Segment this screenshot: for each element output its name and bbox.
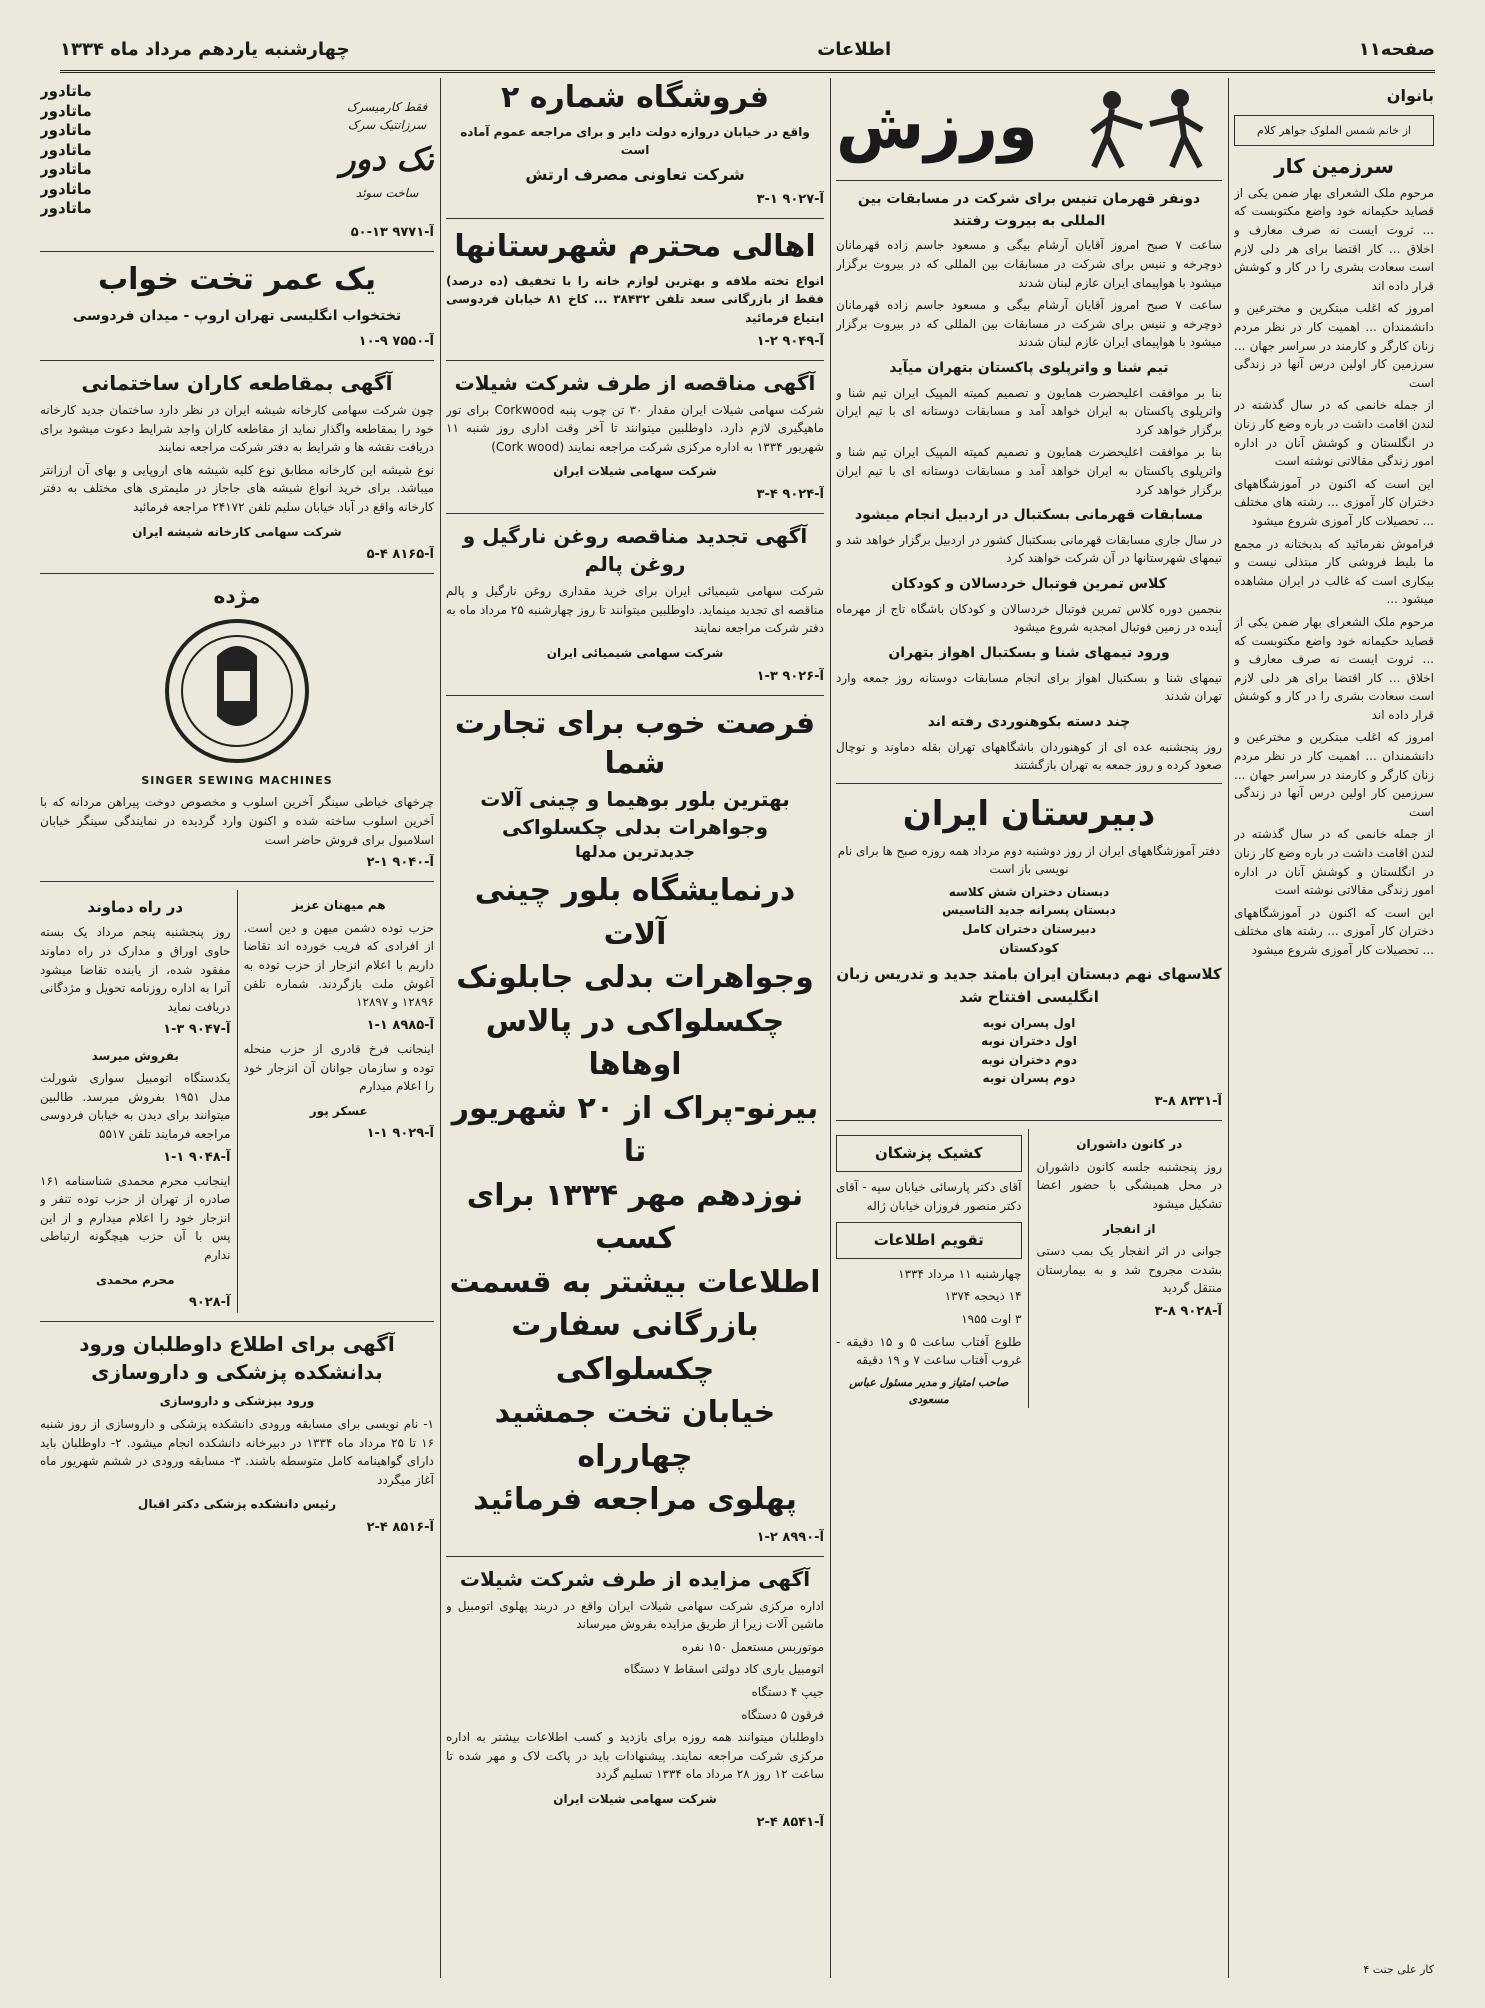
calendar-title: تقویم اطلاعات <box>836 1222 1022 1259</box>
school-list-item: دبستان پسرانه جدید التاسیس <box>942 903 1116 918</box>
auction-item: موتوربس مستعمل ۱۵۰ نفره <box>681 1639 824 1654</box>
divider <box>446 218 824 219</box>
ad-title: آگهی تجدید مناقصه روغن نارگیل و روغن پالم <box>462 524 808 577</box>
matador-line: ماتادور <box>40 101 92 120</box>
article-paragraph: مرحوم ملک الشعرای بهار ضمن یکی از قصاید حکیمانه خود واضع مکتوبست که ... ثروت ایست نه صرف معارف و اخلاق ... کار اقتضا برای هر دلی لازم است سعادت بشری را در کار و کوشش قرار داده اند <box>1234 185 1434 293</box>
divider <box>446 695 824 696</box>
divider <box>446 513 824 514</box>
matador-line: ماتادور <box>40 179 92 198</box>
ad-body: اینجانب فرخ قادری از حزب منحله توده و سازمان جوانان آن انزجار خود را اعلام میدارم <box>243 1041 434 1094</box>
ad-body: انواع تخته ملافه و بهترین لوازم خانه را با تخفیف (ده درصد) فقط از بازرگانی سعد تلفن ۳۸۴۳۲ ... کاخ ۸۱ خیابان فردوسی ابتیاع فرمائید <box>446 273 824 325</box>
ad-title: فروشگاه شماره ۲ <box>501 80 769 115</box>
doctors-duty-title: کشیک پزشکان <box>836 1135 1022 1172</box>
column-sports <box>836 78 1222 1978</box>
ad-reference: آ-۹۰۲۹ ۱-۱ <box>366 1126 434 1142</box>
divider <box>836 180 1222 181</box>
divider <box>446 360 824 361</box>
exhibition-line: بیرنو-پراک از ۲۰ شهریور تا <box>451 1090 819 1170</box>
ad-signature: شرکت سهامی کارخانه شیشه ایران <box>132 524 342 539</box>
article-paragraph: بنا بر موافقت اعلیحضرت همایون و تصمیم کمیته المپیک ایران تیم شنا و واترپلوی پاکستان به ایران خواهد آمد و مسابقات دوستانه ای با تیم ایران برگزار خواهد کرد <box>836 385 1222 437</box>
class-list-item: دوم دختران نوبه <box>980 1052 1078 1067</box>
class-list <box>836 1014 1222 1088</box>
article-paragraph: فراموش نفرمائید که بدبختانه در مجمع ما بلیط فروشی کار مبتذلی نیست و بیکاری است که غالب در ایران مشاهده میشود ... <box>1234 536 1434 607</box>
article-paragraph: روز پنجشنبه عده ای از کوهنوردان باشگاههای تهران بقله دماوند و توچال صعود کرده و روز جمعه به تهران بازگشتند <box>836 739 1222 773</box>
matador-sub: سرزانتیک سرک <box>347 118 427 133</box>
ad-reference: آ-۸۹۸۵ ۱-۱ <box>366 1017 434 1033</box>
matador-ad <box>40 82 434 219</box>
article-paragraph: این است که اکنون در آموزشگاههای دختران کار آموزی ... رشته های مختلف ... تحصیلات کار آموزی شروع میشود <box>1234 476 1434 528</box>
ad-reference: آ-۹۰۲۸ ۸-۳ <box>1154 1303 1222 1319</box>
headline: از انفجار <box>1102 1221 1156 1236</box>
small-ads-split <box>40 890 434 1313</box>
article-paragraph: امروز که اغلب مبتکرین و مخترعین و دانشمندان ... اهمیت کار در نظر مردم زنان کارگر و کارمند در سراسر جهان ... سرزمین کار اولین درس آنها در زندگی است <box>1234 301 1434 390</box>
article-paragraph: بنجمین دوره کلاس تمرین فوتبال خردسالان و کودکان باشگاه تاج از مهرماه آینده در زمین فوتبال امجدیه شروع میشود <box>836 601 1222 635</box>
byline: از خانم شمس الملوک جواهر کلام <box>1234 115 1434 146</box>
matador-brand-block <box>340 98 434 203</box>
article-paragraph: مرحوم ملک الشعرای بهار ضمن یکی از قصاید حکیمانه خود واضع مکتوبست که ... ثروت ایست نه صرف معارف و اخلاق ... کار اقتضا برای هر دلی لازم است سعادت بشری را در کار و کوشش قرار داده اند <box>1234 614 1434 722</box>
headline: ورود تیمهای شنا و بسکتبال اهواز بتهران <box>888 644 1170 661</box>
small-ads-left <box>40 890 238 1313</box>
ad-reference: آ-۸۵۱۶ ۴-۲ <box>366 1519 434 1535</box>
ad-body: اداره مرکزی شرکت سهامی شیلات ایران واقع در دربند پهلوی اتومبیل و ماشین آلات زیرا از طریق مزایده بفروش میرساند <box>446 1598 824 1632</box>
matador-sub: فقط کارمیسرک <box>346 99 428 114</box>
ad-reference: آ-۸۱۶۵ ۴-۵ <box>366 547 434 563</box>
small-ads-right <box>244 890 435 1313</box>
exhibition-line: چکسلواکی در پالاس اوهاها <box>485 1003 785 1083</box>
exhibition-line: وجواهرات بدلی جابلونک <box>456 960 814 996</box>
doctors-duty-text: آقای دکتر پارسائی خیابان سپه - آقای دکتر منصور فروزان خیابان ژاله <box>836 1180 1022 1213</box>
school-ad-subtitle: کلاسهای نهم دبستان ایران بامتد جدید و تدریس زبان انگلیسی افتتاح شد <box>836 965 1222 1007</box>
matador-sub: ساخت سوئد <box>355 186 419 201</box>
ad-reference: آ-۹۰۲۷ ۱-۳ <box>756 192 824 208</box>
auction-item: جیپ ۴ دستگاه <box>751 1685 824 1700</box>
ad-reference: آ-۹۰۲۴ ۴-۳ <box>756 487 824 503</box>
ad-reference: آ-۹۰۲۸ <box>188 1295 231 1311</box>
ad-subtitle: ورود بپزشکی و داروسازی <box>159 1394 315 1409</box>
divider <box>836 1120 1222 1121</box>
school-list-item: دبستان دختران شش کلاسه <box>948 884 1110 899</box>
divider <box>40 881 434 882</box>
exhibition-line: نوزدهم مهر ۱۳۳۴ برای کسب <box>466 1177 804 1257</box>
ad-reference: آ-۹۰۴۰ ۱-۲ <box>366 855 434 871</box>
ad-reference: آ-۸۵۴۱ ۴-۲ <box>756 1814 824 1830</box>
ad-title: یک عمر تخت خواب <box>97 261 377 297</box>
calendar-line: چهارشنبه ۱۱ مرداد ۱۳۳۴ <box>898 1266 1022 1281</box>
divider <box>40 573 434 574</box>
ad-body: حزب توده دشمن میهن و دین است. از افرادی که فریب خورده اند تقاضا داریم با اعلام انزجار از حزب توده به آغوش ملت بازگردند. شماره تلفن ۱۲۸۹۶ و ۱۲۸۹۷ <box>243 920 434 1010</box>
column-rule <box>1228 78 1229 1978</box>
bottom-left-block <box>836 1129 1029 1408</box>
ad-signature: شرکت سهامی شیلات ایران <box>553 1792 717 1807</box>
matador-list <box>40 82 92 219</box>
article-paragraph: ساعت ۷ صبح امروز آقایان آرشام بیگی و مسعود جاسم زاده قهرمانان دوچرخه و تنیس برای شرکت در مسابقات بین المللی که در بیروت برگزار میشود با هواپیمای ایران عازم لبنان شدند <box>836 298 1222 350</box>
article-paragraph: از جمله خانمی که در سال گذشته در لندن اقامت داشت در باره وضع کار زنان در انگلستان و کوشش آنان در اداره امور زندگی مقالاتی نوشته است <box>1234 827 1434 898</box>
paper-name: اطلاعات <box>817 38 892 60</box>
school-list <box>836 883 1222 957</box>
page-number: صفحه۱۱ <box>1358 38 1435 60</box>
divider <box>40 251 434 252</box>
ad-body: شرکت سهامی شیلات ایران مقدار ۳۰ تن چوب پنبه Corkwood برای تور ماهیگیری لازم دارد. داوطلبین میتوانند تا آخر وقت اداری روز شنبه ۱۱ شهریور ۱۳۳۴ به اداره مرکزی شرکت مراجعه نمایند (Cork wood) <box>446 402 824 454</box>
ad-line: تختخواب انگلیسی تهران اروپ - میدان فردوسی <box>72 308 402 325</box>
class-list-item: دوم پسران نوبه <box>982 1071 1076 1086</box>
section-label: بانوان <box>1386 86 1434 105</box>
headline: تیم شنا و واترپلوی پاکستان بتهران میآید <box>889 359 1169 376</box>
article-paragraph: جوانی در اثر انفجار یک بمب دستی بشدت مجروح شد و به بیمارستان منتقل گردید <box>1036 1244 1222 1296</box>
ad-body: چرخهای خیاطی سینگر آخرین اسلوب و مخصوص دوخت پیراهن مردانه که با آخرین اسلوب ساخته شده و اکنون وارد گردیده در نمایندگی سینگر خیابان اسلامبول برای فروش حاضر است <box>40 795 434 847</box>
ad-title: آگهی مناقصه از طرف شرکت شیلات <box>454 370 816 395</box>
article-paragraph: روز پنجشنبه جلسه کانون داشوران در محل همیشگی با حضور اعضا تشکیل میشود <box>1036 1159 1222 1211</box>
headline: دونفر قهرمان تنیس برای شرکت در مسابقات بین المللی به بیروت رفتند <box>857 191 1201 229</box>
exhibition-line: پهلوی مراجعه فرمائید <box>473 1482 797 1518</box>
exhibition-line: اطلاعات بیشتر به قسمت <box>449 1264 821 1300</box>
article-paragraph: در سال جاری مسابقات قهرمانی بسکتبال کشور در اردبیل برگزار خواهد شد و تیمهای شهرستانها در آن شرکت خواهند کرد <box>836 532 1222 566</box>
article-paragraph: تیمهای شنا و بسکتبال اهواز برای انجام مسابقات دوستانه روز جمعه وارد تهران شدند <box>836 670 1222 704</box>
ad-line: بهترین بلور بوهیما و چینی آلات <box>480 786 790 811</box>
ad-reference: آ-۷۵۵۰ ۹-۱۰ <box>358 333 434 349</box>
sports-masthead <box>836 82 1222 172</box>
divider <box>40 360 434 361</box>
exhibition-ad <box>446 869 824 1522</box>
matador-line: ماتادور <box>40 140 92 159</box>
divider <box>836 783 1222 784</box>
ad-signature: رئیس دانشکده پزشکی دکتر اقبال <box>137 1497 337 1512</box>
calendar-line: طلوع آفتاب ساعت ۵ و ۱۵ دقیقه - غروب آفتاب ساعت ۷ و ۱۹ دقیقه <box>836 1334 1022 1368</box>
matador-line: ماتادور <box>40 82 92 100</box>
article-title: سرزمین کار <box>1274 153 1394 178</box>
matador-line: ماتادور <box>40 199 92 217</box>
column-ads-left <box>40 78 434 1978</box>
sports-title: ورزش <box>836 90 1038 164</box>
column-rule <box>440 78 441 1978</box>
ad-reference: آ-۹۰۴۸ ۱-۱ <box>163 1149 231 1165</box>
school-list-item: دبیرستان دختران کامل <box>962 921 1096 936</box>
ad-title: آگهی مزایده از طرف شرکت شیلات <box>459 1566 811 1591</box>
calendar-line: ۱۴ ذیحجه ۱۳۷۴ <box>944 1289 1022 1304</box>
article-paragraph: ساعت ۷ صبح امروز آقایان آرشام بیگی و مسعود جاسم زاده قهرمانان دوچرخه و تنیس برای شرکت در مسابقات بین المللی که در بیروت برگزار میشود با هواپیمای ایران عازم لبنان شدند <box>836 238 1222 290</box>
matador-line: ماتادور <box>40 121 92 139</box>
matador-brand: تک دور <box>340 139 434 178</box>
school-ad-title: دبیرستان ایران <box>902 793 1156 834</box>
ad-body: ۱- نام نویسی برای مسابقه ورودی دانشکده پزشکی و داروسازی از روز شنبه ۱۶ تا ۲۵ مرداد ماه ۱۳۳۴ در دبیرخانه دانشکده انجام میشود. ۲- داوطلبان باید دارای گواهینامه کامل متوسطه باشند. ۳- مسابقه ورودی در ششم شهریور ماه آغاز میگردد <box>40 1417 434 1487</box>
auction-item: اتومبیل باری کاد دولتی اسقاط ۷ دستگاه <box>623 1662 824 1677</box>
article-paragraph: از جمله خانمی که در سال گذشته در لندن اقامت داشت در باره وضع کار زنان در انگلستان و کوشش آنان در اداره امور زندگی مقالاتی نوشته است <box>1234 398 1434 469</box>
auction-items <box>446 1638 824 1724</box>
publisher-footer: صاحب امتیاز و مدیر مسئول عباس مسعودی <box>849 1375 1009 1406</box>
column-footer: کار علی جنت ۴ <box>1363 1962 1434 1976</box>
article-paragraph: این است که اکنون در آموزشگاههای دختران کار آموزی ... رشته های مختلف ... تحصیلات کار آموزی شروع میشود <box>1234 905 1434 957</box>
ad-signature: شرکت تعاونی مصرف ارتش <box>525 164 745 184</box>
headline: کلاس تمرین فوتبال خردسالان و کودکان <box>891 576 1167 593</box>
ad-line: واقع در خیابان دروازه دولت دایر و برای مراجعه عموم آماده است <box>460 124 810 158</box>
singer-logo-text: SINGER SEWING MACHINES <box>141 774 333 788</box>
article-paragraph: بنا بر موافقت اعلیحضرت همایون و تصمیم کمیته المپیک ایران تیم شنا و واترپلوی پاکستان به ایران خواهد آمد و مسابقات دوستانه ای با تیم ایران برگزار خواهد کرد <box>836 445 1222 497</box>
exhibition-line: درنمایشگاه بلور چینی آلات <box>474 873 796 952</box>
ad-reference: آ-۹۰۲۶ ۳-۱ <box>756 668 824 684</box>
ad-line: جدیدترین مدلها <box>575 841 695 861</box>
ad-title: مژده <box>213 584 261 609</box>
class-list-item: اول پسران نوبه <box>982 1015 1076 1030</box>
divider <box>446 1556 824 1557</box>
ad-reference: آ-۸۹۹۰ ۲-۱ <box>756 1529 824 1545</box>
auction-item: فرقون ۵ دستگاه <box>741 1707 824 1722</box>
ad-reference: آ-۹۰۴۹ ۲-۱ <box>756 333 824 349</box>
ad-title: اهالی محترم شهرستانها <box>454 229 816 265</box>
singer-logo-icon <box>162 616 312 766</box>
ad-signature: عسکر پور <box>309 1103 368 1118</box>
bottom-split <box>836 1129 1222 1408</box>
column-women <box>1234 78 1434 1978</box>
ad-title: بفروش میرسد <box>91 1048 179 1063</box>
wrestlers-icon <box>1072 82 1222 172</box>
ad-reference: آ-۹۷۷۱ ۱۳-۵۰ <box>350 224 434 240</box>
headline: مسابقات قهرمانی بسکتبال در اردبیل انجام میشود <box>854 507 1204 524</box>
ad-title: در راه دماوند <box>87 898 184 917</box>
ad-reference: آ-۹۰۴۷ ۳-۱ <box>163 1022 231 1038</box>
ad-body: چون شرکت سهامی کارخانه شیشه ایران در نظر دارد ساختمان جدید کارخانه خود را بمقاطعه واگذار نماید از مقاطعه کاران واجد شرایط دعوت میشود برای دریافت نقشه ها و شرایط به دفتر شرکت مراجعه نمایند <box>40 402 434 455</box>
ad-title: هم میهنان عزیز <box>291 898 386 913</box>
matador-line: ماتادور <box>40 160 92 178</box>
school-ad-line: دفتر آموزشگاههای ایران از روز دوشنبه دوم مرداد همه روزه صبح ها برای نام نویسی باز است <box>837 843 1221 877</box>
ad-signature: محرم محمدی <box>95 1272 175 1287</box>
school-list-item: کودکستان <box>999 940 1059 955</box>
ad-body: داوطلبان میتوانند همه روزه برای بازدید و کسب اطلاعات بیشتر به اداره مرکزی شرکت مراجعه نمایند. پیشنهادات باید در پاکت لاک و مهر شده تا ساعت ۱۲ روز ۲۸ مرداد ماه ۱۳۳۴ تسلیم گردد <box>446 1730 824 1782</box>
ad-signature: شرکت سهامی شیمیائی ایران <box>546 645 724 660</box>
ad-title: آگهی برای اطلاع داوطلبان ورود بدانشکده پزشکی و داروسازی <box>79 1332 395 1385</box>
article-paragraph: امروز که اغلب مبتکرین و مخترعین و دانشمندان ... اهمیت کار در نظر مردم زنان کارگر و کارمند در سراسر جهان ... سرزمین کار اولین درس آنها در زندگی است <box>1234 730 1434 819</box>
ad-title: آگهی بمقاطعه کاران ساختمانی <box>81 370 393 395</box>
headline: چند دسته بکوهنوردی رفته اند <box>927 713 1131 730</box>
date-line: چهارشنبه یاردهم مرداد ماه ۱۳۳۴ <box>60 38 350 60</box>
ad-signature: شرکت سهامی شیلات ایران <box>553 464 717 479</box>
page-header <box>60 28 1435 73</box>
ad-body: اینجانب محرم محمدی شناسنامه ۱۶۱ صادره از تهران از حزب توده تنفر و انزجار خود را اعلام میدارم و از این پس با آن حزب هیچگونه ارتباطی ندارم <box>40 1173 231 1263</box>
ad-body: نوع شیشه این کارخانه مطابق نوع کلیه شیشه های اروپایی و بهای آن ارزانتر میباشد. برای خرید انواع شیشه های جاجاز در ملیمتری های مختلف به دفتر کارخانه واقع در آباد خیابان سلیم تلفن ۲۴۱۷۲ مراجعه فرمائید <box>40 462 434 514</box>
ad-reference: آ-۸۳۳۱ ۸-۳ <box>1154 1094 1222 1110</box>
ad-body: روز پنجشنبه پنجم مرداد یک بسته حاوی اوراق و مدارک در راه دماوند مفقود شده، از یابنده تقاضا میشود آنرا به اداره روزنامه تحویل و مژدگانی دریافت نماید <box>40 925 231 1014</box>
exhibition-line: خیابان تخت جمشید چهارراه <box>494 1395 776 1474</box>
exhibition-line: بازرگانی سفارت چکسلواکی <box>511 1308 759 1387</box>
calendar-line: ۳ اوت ۱۹۵۵ <box>961 1312 1022 1327</box>
column-ads-center <box>446 78 824 1978</box>
bottom-right-block <box>1037 1129 1223 1408</box>
column-rule <box>830 78 831 1978</box>
ad-line: وجواهرات بدلی چکسلواکی <box>501 814 769 839</box>
ad-body: شرکت سهامی شیمیائی ایران برای خرید مقداری روغن نارگیل و پالم مناقصه ای تجدید مینماید. داوطلبین میتوانند تا روز چهارشنبه ۲۵ مرداد ماه به دفتر شرکت مراجعه نمایند <box>446 584 824 636</box>
ad-body: یکدستگاه اتومبیل سواری شورلت مدل ۱۹۵۱ بفروش میرسد. طالبین میتوانند برای دیدن به خیابان فردوسی مراجعه فرمایند تلفن ۵۵۱۷ <box>40 1071 231 1141</box>
divider <box>40 1321 434 1322</box>
ad-title: فرصت خوب برای تجارت شما <box>454 705 816 782</box>
headline: در کانون داشوران <box>1076 1137 1183 1152</box>
class-list-item: اول دختران نوبه <box>981 1034 1077 1049</box>
